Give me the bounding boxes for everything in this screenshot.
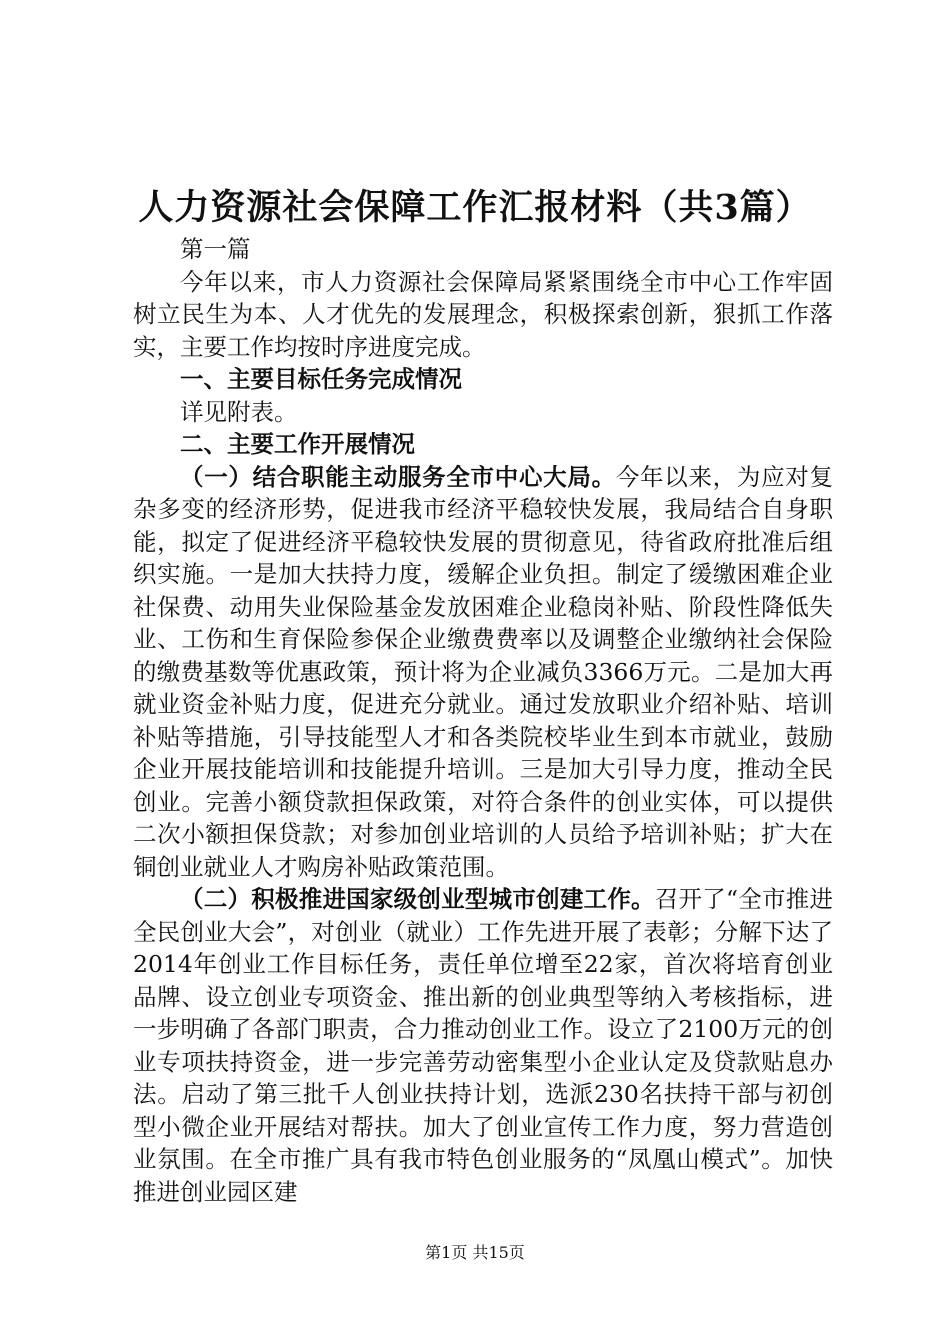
- page-footer: 第1页 共15页: [425, 1243, 525, 1262]
- section-1-text: 详见附表。: [180, 397, 298, 426]
- item-2-lead: （二）积极推进国家级创业型城市创建工作。: [180, 885, 655, 913]
- document-body: [133, 233, 833, 1208]
- item-2-paragraph: [133, 883, 833, 1208]
- part-label: 第一篇: [180, 235, 251, 263]
- section-heading-1: 一、主要目标任务完成情况: [180, 365, 462, 393]
- item-1-lead: （一）结合职能主动服务全市中心大局。: [180, 462, 616, 491]
- item-1-paragraph: [133, 461, 833, 884]
- item-1-body: 今年以来，为应对复杂多变的经济形势，促进我市经济平稳较快发展，我局结合自身职能，拟定了促进经济平稳较快发展的贯彻意见，待省政府批准后组织实施。一是加大扶持力度，缓解企业负担。制定了缓缴困难企业社保费、动用失业保险基金发放困难企业稳岗补贴、阶段性降低失业、工伤和生育保险参保企业缴费费率以及调整企业缴纳社会保险的缴费基数等优惠政策，预计将为企业减负3366万元。二是加大再就业资金补贴力度，促进充分就业。通过发放职业介绍补贴、培训补贴等措施，引导技能型人才和各类院校毕业生到本市就业，鼓励企业开展技能培训和技能提升培训。三是加大引导力度，推动全民创业。完善小额贷款担保政策，对符合条件的创业实体，可以提供二次小额担保贷款；对参加创业培训的人员给予培训补贴；扩大在铜创业就业人才购房补贴政策范围。: [133, 462, 834, 881]
- item-2-body: 召开了“全市推进全民创业大会”，对创业（就业）工作先进开展了表彰；分解下达了2014年创业工作目标任务，责任单位增至22家，首次将培育创业品牌、设立创业专项资金、推出新的创业典型等纳入考核指标，进一步明确了各部门职责，合力推动创业工作。设立了2100万元的创业专项扶持资金，进一步完善劳动密集型小企业认定及贷款贴息办法。启动了第三批千人创业扶持计划，选派230名扶持干部与初创型小微企业开展结对帮扶。加大了创业宣传工作力度，努力营造创业氛围。在全市推广具有我市特色创业服务的“凤凰山模式”。加快推进创业园区建: [133, 885, 834, 1206]
- section-heading-2: 二、主要工作开展情况: [180, 430, 415, 458]
- document-title: 人力资源社会保障工作汇报材料（共3篇）: [138, 187, 812, 228]
- intro-paragraph: 今年以来，市人力资源社会保障局紧紧围绕全市中心工作牢固树立民生为本、人才优先的发展理念，积极探索创新，狠抓工作落实，主要工作均按时序进度完成。: [133, 267, 833, 361]
